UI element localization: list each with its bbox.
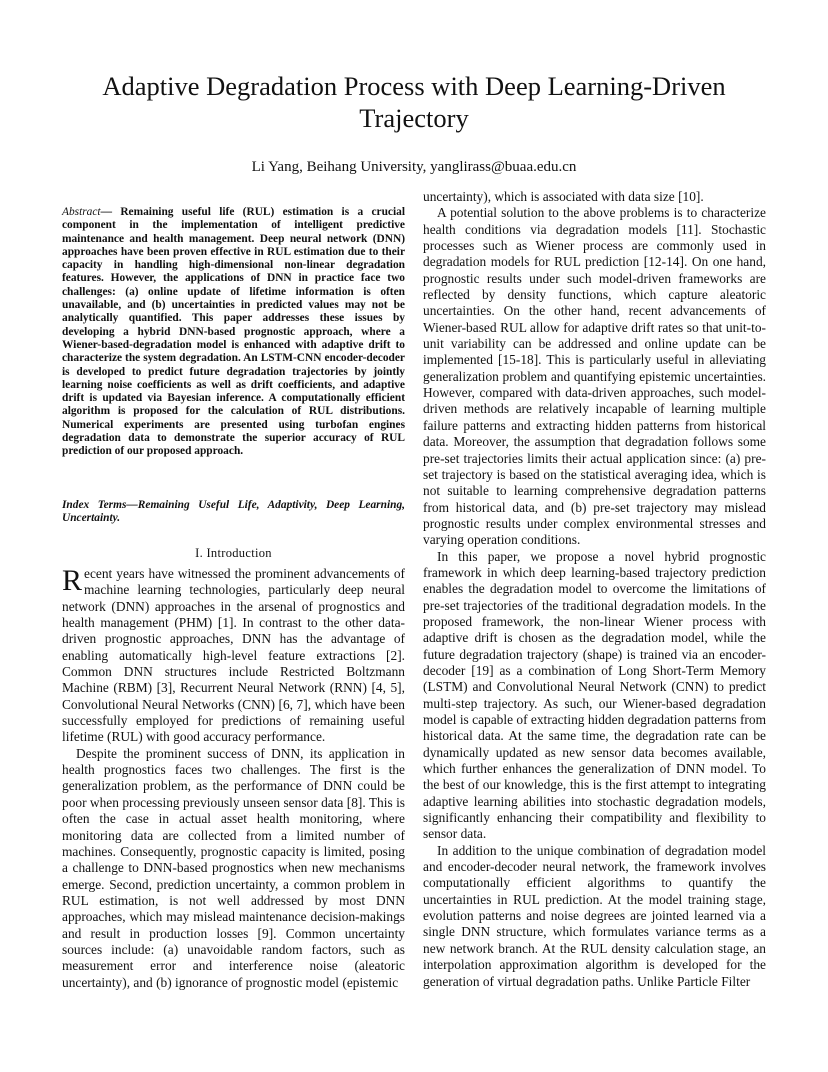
right-paragraph-0: uncertainty), which is associated with data size [10].	[423, 189, 704, 204]
intro-left-column	[62, 566, 405, 991]
right-paragraph-3: In addition to the unique combination of degradation model and encoder-decoder neural network, the framework involves computationally efficient algorithms to quantify the uncertainties in RUL prediction. At the model training stage, evolution patterns and noise degrees are jointed learned via a single DNN structure, which formulates variance terms as a new network branch. At the RUL density calculation stage, an interpolation approximation algorithm is developed for the generation of virtual degradation paths. Unlike Particle Filter	[423, 842, 766, 989]
section-heading-introduction: I. Introduction	[195, 546, 272, 560]
drop-cap: R	[62, 564, 83, 597]
right-paragraph-1: A potential solution to the above problems is to characterize health conditions via degradation models [11]. Stochastic processes such as Wiener process are commonly used in degradation models for RUL prediction [12-14]. On one hand, prognostic results under such model-driven frameworks are reflected by density functions, which capture aleatoric uncertainties. On the other hand, recent advancements of Wiener-based RUL allow for adaptive drift rates so that unit-to-unit variability can be addressed and online update can be implemented [15-18]. This is particularly useful in alleviating generalization problem and quantifying epistemic uncertainties. However, compared with data-driven approaches, such model-driven methods are relatively incapable of learning multiple failure patterns and extracting hidden patterns from historical data. Moreover, the assumption that degradation follows some pre-set trajectories limits their actual application since: (a) pre-set trajectory is based on the statistical averaging idea, which is not suitable to learning comprehensive degradation patterns from historical data, and (b) pre-set trajectory may mislead prognostic results under complex environmental stresses and varying operation conditions.	[423, 205, 766, 548]
abstract-text: Remaining useful life (RUL) estimation is a crucial component in the implementation of intelligent predictive maintenance and health management. Deep neural network (DNN) approaches have been proven effective in RUL estimation due to their capacity in handling high-dimensional non-linear degradation features. However, the applications of DNN in practice face two challenges: (a) online update of lifetime information is often unavailable, and (b) uncertainties in predicted values may not be analytically quantified. This paper addresses these issues by developing a hybrid DNN-based prognostic approach, where a Wiener-based-degradation model is enhanced with adaptive drift to characterize the system degradation. An LSTM-CNN encoder-decoder is developed to predict future degradation trajectories by jointly learning noise coefficients as well as drift coefficients, and adaptive drift is updated via Bayesian inference. A computationally efficient algorithm is proposed for the calculation of RUL distributions. Numerical experiments are presented using turbofan engines degradation data to demonstrate the superior accuracy of RUL prediction of our proposed approach.	[62, 206, 405, 458]
abstract-dash: —	[100, 206, 121, 218]
intro-paragraph-1	[62, 566, 405, 746]
paper-title: Adaptive Degradation Process with Deep Learning-Driven Trajectory	[102, 71, 726, 133]
right-column	[423, 189, 766, 990]
intro-paragraph-1-text: ecent years have witnessed the prominent advancements of machine learning technologies, particularly deep neural network (DNN) approaches in the arsenal of prognostics and health management (PHM) [1]. In contrast to the other data-driven prognostic approaches, DNN has the advantage of enabling automatically high-level feature extractions [2]. Common DNN structures include Restricted Boltzmann Machine (RBM) [3], Recurrent Neural Network (RNN) [4, 5], Convolutional Neural Networks (CNN) [6, 7], which have been successfully employed for predictions of remaining useful lifetime (RUL) with good accuracy performance.	[62, 566, 405, 745]
index-terms-text: —Remaining Useful Life, Adaptivity, Deep Learning, Uncertainty.	[62, 499, 405, 525]
index-terms-lead: Index Terms	[62, 499, 127, 511]
author-line: Li Yang, Beihang University, yanglirass@buaa.edu.cn	[251, 159, 577, 175]
right-paragraph-2: In this paper, we propose a novel hybrid prognostic framework in which deep learning-based trajectory prediction enables the degradation model to overcome the limitations of pre-set trajectories of the traditional degradation models. In the proposed framework, the non-linear Wiener process with adaptive drift is chosen as the degradation model, while the future degradation trajectory (shape) is trained via an encoder-decoder [19] as a combination of Long Short-Term Memory (LSTM) and Convolutional Neural Network (CNN) to predict multi-step trajectory. As such, our Wiener-based degradation model is capable of extracting hidden degradation patterns from historical data. At the same time, the degradation rate can be dynamically updated as new sensor data becomes available, which further enhances the generalization of DNN model. To the best of our knowledge, this is the first attempt to integrating adaptive learning abilities into stochastic degradation models, significantly enhancing their compatibility and flexibility to sensor data.	[423, 548, 766, 842]
intro-paragraph-2: Despite the prominent success of DNN, its application in health prognostics faces two challenges. The first is the generalization problem, as the performance of DNN could be poor when processing previously unseen sensor data [8]. This is often the case in actual asset health monitoring, where monitoring data are collected from a limited number of machines. Consequently, prognostic capacity is limited, posing a challenge to DNN-based prognostics when new mechanisms emerge. Second, prediction uncertainty, a common problem in RUL estimation, is not well addressed by most DNN approaches, which may mislead maintenance decision-makings and result in production losses [9]. Common uncertainty sources include: (a) unavoidable random factors, such as measurement error and interference noise (aleatoric uncertainty), and (b) ignorance of prognostic model (epistemic	[62, 745, 405, 990]
abstract-lead: Abstract	[62, 206, 101, 218]
abstract	[62, 206, 405, 459]
index-terms	[62, 499, 405, 526]
